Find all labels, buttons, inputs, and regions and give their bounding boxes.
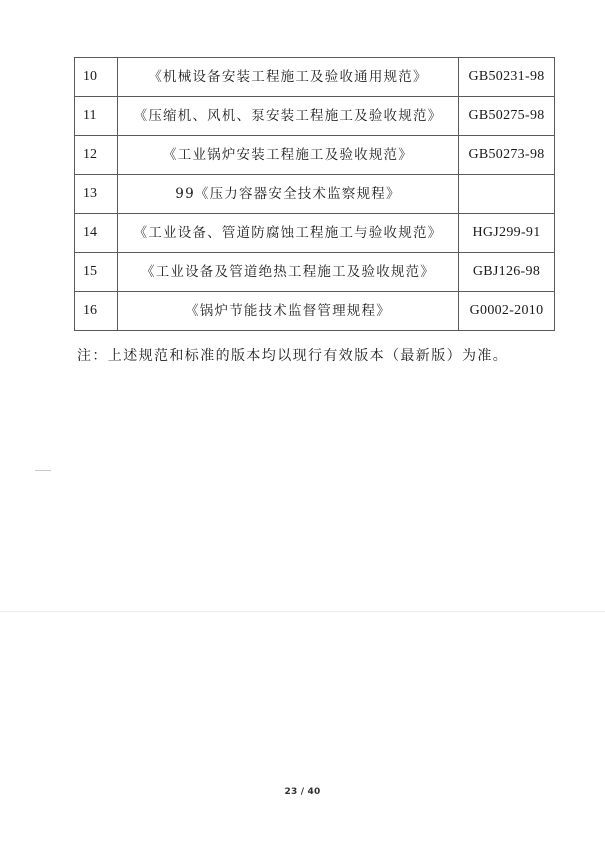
table-body — [75, 58, 555, 331]
table-row — [75, 58, 555, 97]
standard-name: 《机械设备安装工程施工及验收通用规范》 — [118, 58, 459, 97]
standard-name: 《工业设备及管道绝热工程施工及验收规范》 — [118, 253, 459, 292]
table-row — [75, 292, 555, 331]
table-row — [75, 175, 555, 214]
row-number: 12 — [75, 136, 118, 175]
margin-mark — [35, 470, 51, 471]
row-number: 13 — [75, 175, 118, 214]
standard-code — [459, 175, 555, 214]
standard-code: GB50275-98 — [459, 97, 555, 136]
row-number: 14 — [75, 214, 118, 253]
table-row — [75, 136, 555, 175]
standard-code: GBJ126-98 — [459, 253, 555, 292]
standard-code: HGJ299-91 — [459, 214, 555, 253]
standard-code: GB50273-98 — [459, 136, 555, 175]
page-number: 23 / 40 — [284, 787, 321, 797]
standard-name: 99《压力容器安全技术监察规程》 — [118, 175, 459, 214]
table-row — [75, 253, 555, 292]
standard-name: 《工业设备、管道防腐蚀工程施工与验收规范》 — [118, 214, 459, 253]
table-row — [75, 214, 555, 253]
row-number: 10 — [75, 58, 118, 97]
standard-code: GB50231-98 — [459, 58, 555, 97]
standard-name: 《工业锅炉安装工程施工及验收规范》 — [118, 136, 459, 175]
row-number: 16 — [75, 292, 118, 331]
standard-code: G0002-2010 — [459, 292, 555, 331]
standard-name: 《锅炉节能技术监督管理规程》 — [118, 292, 459, 331]
standard-name: 《压缩机、风机、泵安装工程施工及验收规范》 — [118, 97, 459, 136]
row-number: 11 — [75, 97, 118, 136]
page-divider — [0, 611, 605, 612]
table-row — [75, 97, 555, 136]
row-number: 15 — [75, 253, 118, 292]
standards-note: 注：上述规范和标准的版本均以现行有效版本（最新版）为准。 — [77, 348, 509, 364]
standards-table — [74, 57, 555, 331]
